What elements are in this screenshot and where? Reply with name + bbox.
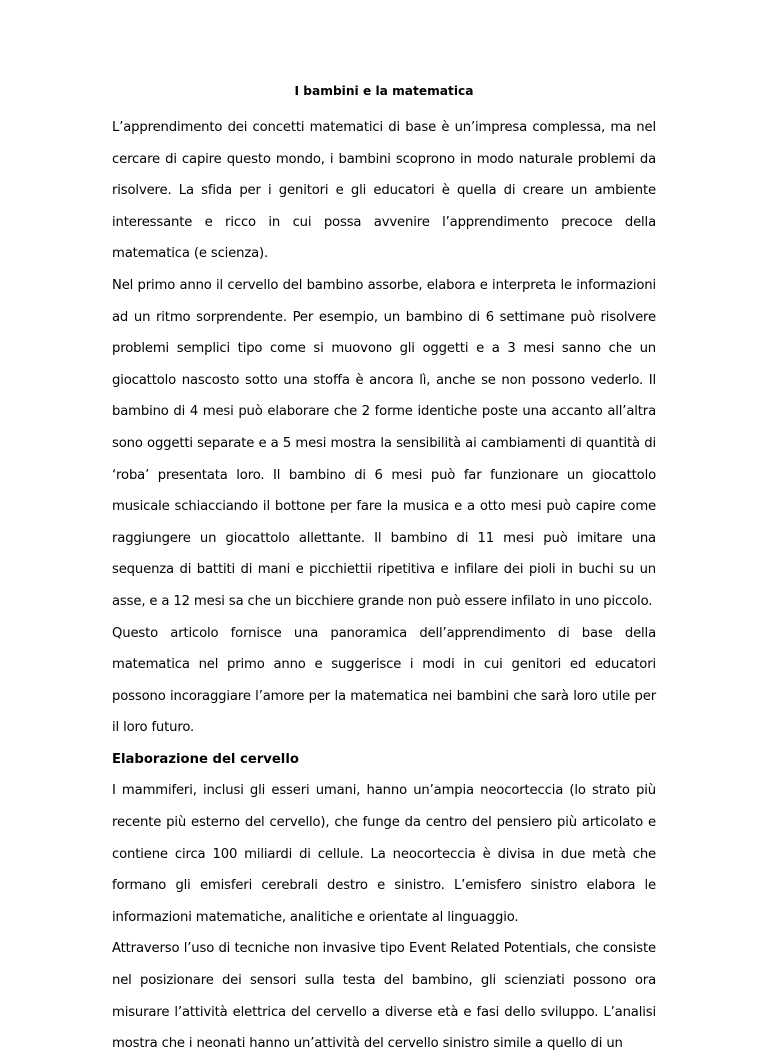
section-heading: Elaborazione del cervello bbox=[112, 751, 299, 767]
paragraph-erp: Attraverso l’uso di tecniche non invasive tipo Event Related Potentials, che consiste nel posizionare dei sensori sulla testa del bambino, gli scienziati possono ora misurare l’attività elettrica del cervello a diverse età e fasi dello sviluppo. L’analisi mostra che i neonati hanno un’attività del cervello sinistro simile a quello di un bbox=[112, 941, 656, 1052]
paragraph-neocortex: I mammiferi, inclusi gli esseri umani, hanno un’ampia neocorteccia (lo strato più recente più esterno del cervello), che funge da centro del pensiero più articolato e contiene circa 100 miliardi di cellule. La neocorteccia è divisa in due metà che formano gli emisferi cerebrali destro e sinistro. L’emisfero sinistro elabora le informazioni matematiche, analitiche e orientate al linguaggio. bbox=[112, 783, 656, 925]
paragraph-first-year: Nel primo anno il cervello del bambino assorbe, elabora e interpreta le informazioni ad un ritmo sorprendente. Per esempio, un bambino di 6 settimane può risolvere problemi semplici tipo come si muovono gli oggetti e a 3 mesi sanno che un giocattolo nascosto sotto una stoffa è ancora lì, anche se non possono vederlo. Il bambino di 4 mesi può elaborare che 2 forme identiche poste una accanto all’altra sono oggetti separate e a 5 mesi mostra la sensibilità ai cambiamenti di quantità di ‘roba’ presentata loro. Il bambino di 6 mesi può far funzionare un giocattolo musicale schiacciando il bottone per fare la musica e a otto mesi può capire come raggiungere un giocattolo allettante. Il bambino di 11 mesi può imitare una sequenza di battiti di mani e picchiettii ripetitiva e infilare dei pioli in buchi su un asse, e a 12 mesi sa che un bicchiere grande non può essere infilato in uno piccolo. bbox=[112, 277, 656, 609]
document-page bbox=[112, 82, 656, 1060]
document-title: I bambini e la matematica bbox=[294, 84, 474, 98]
paragraph-intro: L’apprendimento dei concetti matematici di base è un’impresa complessa, ma nel cercare di capire questo mondo, i bambini scoprono in modo naturale problemi da risolvere. La sfida per i genitori e gli educatori è quella di creare un ambiente interessante e ricco in cui possa avvenire l’apprendimento precoce della matematica (e scienza). bbox=[112, 120, 656, 262]
paragraph-overview: Questo articolo fornisce una panoramica dell’apprendimento di base della matematica nel primo anno e suggerisce i modi in cui genitori ed educatori possono incoraggiare l’amore per la matematica nei bambini che sarà loro utile per il loro futuro. bbox=[112, 625, 656, 736]
